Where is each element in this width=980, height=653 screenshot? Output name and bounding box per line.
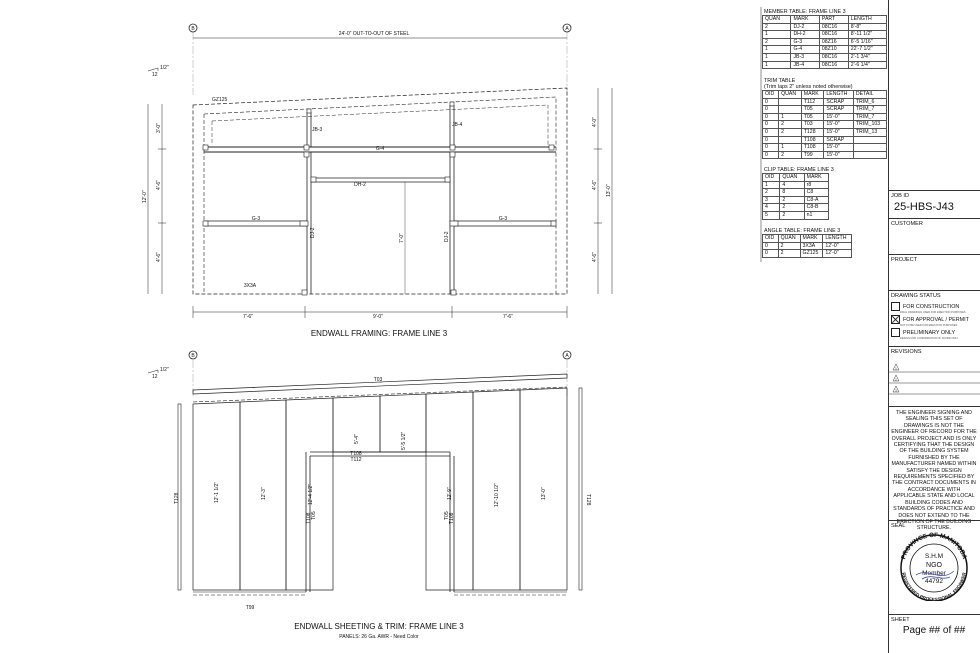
panel-6: 12'-9" (447, 487, 453, 500)
table-cell: 0 (763, 250, 779, 258)
table-row (763, 250, 852, 258)
job-id-section (888, 191, 980, 213)
table-cell: 0 (763, 242, 779, 250)
table-cell: 1 (779, 144, 802, 152)
label-top-trim: T03 (373, 377, 383, 383)
label-jb3: JB-3 (312, 127, 323, 133)
table-cell: 0 (763, 106, 779, 114)
table-cell: 3 (763, 196, 780, 204)
seal-name: NGO (926, 562, 942, 569)
table-cell: JB-3 (791, 53, 819, 61)
table-cell: DH-2 (791, 31, 819, 39)
table-cell: 1 (779, 113, 802, 121)
table-cell: 0 (763, 113, 779, 121)
job-id-label: JOB ID (891, 193, 910, 199)
label-g3-left: G-3 (251, 216, 261, 222)
table-row (763, 189, 829, 197)
table-cell: 2 (780, 211, 804, 219)
member-table-caption: MEMBER TABLE: FRAME LINE 3 (764, 9, 846, 15)
header-cell: PART (819, 16, 848, 24)
label-opening-height: 7'-0" (399, 233, 405, 243)
table-row (763, 53, 887, 61)
table-cell (779, 106, 802, 114)
table-cell: C8-B (804, 204, 828, 212)
table-header-row (763, 16, 887, 24)
table-cell: 2 (780, 204, 804, 212)
table-header-row (763, 174, 829, 182)
revision-markers (888, 357, 980, 397)
grid-label-b: B (191, 26, 195, 32)
table-cell: 2 (779, 128, 802, 136)
label-header-trim-a: T108 (350, 451, 362, 457)
label-rafter: GZ125 (212, 97, 228, 103)
seal-number: 44792 (924, 578, 944, 585)
table-cell: SCRAP (824, 136, 853, 144)
label-jamb-right-b: T108 (449, 512, 455, 524)
table-row (763, 61, 887, 69)
table-row (763, 204, 829, 212)
panel-3: 12'-4 1/2" (308, 483, 314, 505)
panel-2: 12'-3" (261, 487, 267, 500)
checked-box-icon[interactable] (891, 315, 900, 324)
table-cell: 0 (763, 98, 779, 106)
table-cell (853, 151, 886, 159)
seal-arc-bottom: REGISTERED PROFESSIONAL ENGINEER (901, 572, 967, 601)
clip-table (762, 173, 829, 220)
table-row (763, 211, 829, 219)
table-cell: 5 (763, 211, 780, 219)
table-row (763, 98, 887, 106)
framing-title: ENDWALL FRAMING: FRAME LINE 3 (310, 329, 448, 338)
header-cell: LENGTH (848, 16, 886, 24)
table-cell: n1 (804, 211, 828, 219)
table-cell: 8'-8" (848, 23, 886, 31)
table-cell: 0 (763, 151, 779, 159)
dim-right-3: 4'-6" (592, 252, 598, 262)
table-cell: 1 (763, 46, 791, 54)
table-row (763, 23, 887, 31)
table-cell: 6'-5 1/16" (848, 38, 886, 46)
label-jamb-left-b: T05 (311, 511, 317, 520)
table-row (763, 128, 887, 136)
table-cell: 08C16 (819, 53, 848, 61)
dim-bottom-2: 9'-0" (373, 314, 383, 320)
table-cell: T05 (801, 113, 824, 121)
status-construction[interactable]: FOR CONSTRUCTION (888, 301, 980, 312)
table-cell: TRIM_7 (853, 106, 886, 114)
table-cell: 2 (779, 121, 802, 129)
table-cell: G-4 (791, 46, 819, 54)
drawing-status-section (888, 291, 980, 340)
overall-dimension: 24'-0" OUT-TO-OUT OF STEEL (338, 31, 410, 37)
seal-initials: S.H.M (924, 553, 944, 560)
table-cell: 08C16 (819, 61, 848, 69)
revisions-label: REVISIONS (891, 349, 922, 355)
table-cell: 2 (779, 151, 802, 159)
table-cell: JB-4 (791, 61, 819, 69)
slope-rise-2: 1/2" (160, 367, 169, 373)
table-row (763, 121, 887, 129)
table-row (763, 144, 887, 152)
label-base-angle: 3X3A (243, 283, 257, 289)
slope-run: 12 (152, 72, 158, 78)
table-cell: TRIM_7 (853, 113, 886, 121)
table-cell: 1 (763, 31, 791, 39)
panel-7: 12'-10 1/2" (494, 483, 500, 507)
panel-8: 13'-0" (541, 487, 547, 500)
table-cell: 1 (763, 181, 780, 189)
table-cell: 12'-0" (823, 250, 852, 258)
header-cell: OID (763, 235, 779, 243)
table-cell: G-3 (791, 38, 819, 46)
table-cell (779, 98, 802, 106)
seal-label: SEAL (891, 523, 906, 529)
trim-table-note: (Trim laps 2" unless noted otherwise) (764, 84, 853, 90)
table-row (763, 106, 887, 114)
header-cell: MARK (801, 91, 824, 99)
table-cell: TRIM_103 (853, 121, 886, 129)
table-cell (853, 144, 886, 152)
angle-table (762, 234, 852, 258)
revision-2: 2 (895, 377, 897, 382)
seal-section (888, 521, 980, 606)
table-cell: T03 (801, 121, 824, 129)
table-cell: 0 (763, 144, 779, 152)
grid-label-a-2: A (565, 353, 569, 359)
table-cell: T112 (801, 98, 824, 106)
table-cell: 1 (763, 61, 791, 69)
header-cell: MARK (800, 235, 823, 243)
checkbox-icon[interactable] (891, 328, 900, 337)
label-header-trim-b: T112 (350, 457, 362, 463)
header-cell: QUAN (763, 16, 791, 24)
label-jamb-left-a: T108 (306, 512, 312, 524)
status-approval[interactable]: FOR APPROVAL / PERMIT (888, 314, 980, 325)
dim-left-total: 12'-0" (142, 190, 148, 203)
endwall-sheeting-drawing (148, 351, 582, 595)
header-cell: OID (763, 174, 780, 182)
label-jb4: JB-4 (452, 122, 463, 128)
table-row (763, 113, 887, 121)
table-cell: 08C16 (819, 23, 848, 31)
table-row (763, 181, 829, 189)
table-cell: TRIM_6 (853, 98, 886, 106)
label-right-trim: T128 (585, 494, 591, 506)
header-cell: MARK (791, 16, 819, 24)
table-cell: T128 (801, 128, 824, 136)
grid-label-b-2: B (191, 353, 195, 359)
table-row (763, 136, 887, 144)
table-cell: 15'-0" (824, 151, 853, 159)
header-cell: LENGTH (824, 91, 853, 99)
table-cell: 15'-0" (824, 144, 853, 152)
table-cell: 8 (780, 189, 804, 197)
table-cell: SCRAP (824, 98, 853, 106)
customer-label: CUSTOMER (891, 221, 923, 227)
table-cell: 15'-0" (824, 121, 853, 129)
project-label: PROJECT (891, 257, 918, 263)
angle-table-caption: ANGLE TABLE: FRAME LINE 3 (764, 228, 841, 234)
table-cell: 2'-1 3/4" (848, 53, 886, 61)
table-cell: DJ-2 (791, 23, 819, 31)
revision-3: 3 (895, 388, 897, 393)
panel-4: 5'-4" (354, 434, 360, 444)
table-cell (853, 136, 886, 144)
label-g3-right: G-3 (498, 216, 508, 222)
label-left-trim: T128 (174, 492, 180, 504)
table-cell: SCRAP (824, 106, 853, 114)
member-table (762, 15, 887, 69)
table-cell: C8 (804, 189, 828, 197)
table-cell: 2 (763, 38, 791, 46)
sheeting-subtitle: PANELS: 26 Ga. AWR - Need Color (339, 634, 419, 640)
sheeting-title: ENDWALL SHEETING & TRIM: FRAME LINE 3 (294, 622, 464, 631)
status-construction-note: FINAL DRAWINGS USED FOR ERECTION PURPOSES (900, 311, 966, 314)
header-cell: LENGTH (823, 235, 852, 243)
slope-run-2: 12 (152, 374, 158, 380)
table-cell: TRIM_13 (853, 128, 886, 136)
table-cell: C8-A (804, 196, 828, 204)
table-row (763, 31, 887, 39)
table-cell: 2'-6 1/4" (848, 61, 886, 69)
job-id-value: 25-HBS-J43 (894, 201, 954, 213)
table-cell: 2 (778, 250, 800, 258)
drawing-status-label: DRAWING STATUS (891, 293, 941, 299)
sheet-number: Page ## of ## (902, 625, 966, 636)
table-cell: T108 (801, 144, 824, 152)
sheet-label: SHEET (891, 617, 910, 623)
panel-5: 5'-5 1/2" (401, 431, 407, 450)
table-cell: 0 (763, 128, 779, 136)
dim-right-2: 4'-6" (592, 180, 598, 190)
label-bottom-trim: T99 (245, 605, 255, 611)
endwall-framing-drawing (148, 24, 612, 318)
label-dj2-right: DJ-2 (444, 231, 450, 242)
table-cell: 0 (763, 121, 779, 129)
table-cell: 2 (763, 189, 780, 197)
table-cell: 2 (780, 196, 804, 204)
table-header-row (763, 91, 887, 99)
table-cell: 15'-0" (824, 113, 853, 121)
label-jamb-right-a: T05 (444, 511, 450, 520)
table-cell: T108 (801, 136, 824, 144)
table-row (763, 46, 887, 54)
table-cell: 1 (763, 53, 791, 61)
dim-bottom-1: 7'-6" (243, 314, 253, 320)
table-cell: 2 (778, 242, 800, 250)
dim-right-total: 13'-0" (606, 184, 612, 197)
engineer-seal-stamp (888, 531, 980, 601)
table-row (763, 38, 887, 46)
table-header-row (763, 235, 852, 243)
status-prelim-note: DESIGN FOR CONFIRMATION OF SCOPE ONLY (900, 337, 959, 340)
table-cell: 4 (763, 204, 780, 212)
table-cell: r8 (804, 181, 828, 189)
clip-table-caption: CLIP TABLE: FRAME LINE 3 (764, 167, 834, 173)
table-cell: 4 (780, 181, 804, 189)
status-prelim[interactable]: PRELIMINARY ONLY (888, 327, 980, 338)
header-cell: QUAN (779, 91, 802, 99)
revisions-section (888, 347, 980, 402)
engineer-note: THE ENGINEER SIGNING AND SEALING THIS SET OF DRAWINGS IS NOT THE ENGINEER OF RECORD FOR THE OVERALL PROJECT AND IS ONLY CERTIFYING THAT THE DESIGN OF THE BUILDING SYSTEM FURNISHED BY THE MANUFACTURER NAMED WITHIN SATISFY THE DESIGN REQUIREMENTS SPECIFIED BY THE CONTRACT DOCUMENTS IN ACCORDANCE WITH APPLICABLE STATE AND LOCAL BUILDING CODES AND STANDARDS OF PRACTICE AND DOES NOT EXTEND TO THE ERECTION OF THE BUILDING STRUCTURE. (891, 410, 977, 532)
dim-left-3: 4'-6" (156, 252, 162, 262)
dim-bottom-3: 7'-6" (503, 314, 513, 320)
checkbox-icon[interactable] (891, 302, 900, 311)
table-cell: 0 (763, 136, 779, 144)
dim-left-1: 3'-0" (156, 123, 162, 133)
grid-label-a: A (565, 26, 569, 32)
table-cell: 3X3A (800, 242, 823, 250)
header-cell: QUAN (780, 174, 804, 182)
table-cell (779, 136, 802, 144)
table-cell: 2 (763, 23, 791, 31)
table-cell: 22'-7 1/2" (848, 46, 886, 54)
dim-left-2: 4'-6" (156, 180, 162, 190)
panel-1: 12'-1 1/2" (214, 481, 220, 503)
table-cell: 08C16 (819, 31, 848, 39)
table-cell: 08Z16 (819, 38, 848, 46)
sheet-section (888, 615, 980, 636)
status-approval-note: NOT TO BE USED FOR ERECTION PURPOSES (900, 324, 958, 327)
table-cell: 08Z10 (819, 46, 848, 54)
table-cell: 12'-0" (823, 242, 852, 250)
slope-rise: 1/2" (160, 65, 169, 71)
header-cell: OID (763, 91, 779, 99)
header-cell: MARK (804, 174, 828, 182)
label-dj2-left: DJ-2 (310, 227, 316, 238)
seal-role: Member (922, 570, 946, 577)
table-cell: T99 (801, 151, 824, 159)
table-cell: GZ125 (800, 250, 823, 258)
table-cell: 15'-0" (824, 128, 853, 136)
header-cell: QUAN (778, 235, 800, 243)
label-g4: G-4 (375, 146, 385, 152)
table-row (763, 242, 852, 250)
dim-right-1: 4'-0" (592, 117, 598, 127)
seal-arc-top: PROVINCE OF MANITOBA (900, 531, 968, 561)
header-cell: DETAIL (853, 91, 886, 99)
table-row (763, 196, 829, 204)
trim-table-caption: TRIM TABLE (764, 78, 796, 84)
table-row (763, 151, 887, 159)
table-cell: 8'-11 1/2" (848, 31, 886, 39)
label-dh2: DH-2 (354, 182, 366, 188)
table-cell: T05 (801, 106, 824, 114)
revision-1: 1 (895, 366, 897, 371)
trim-table (762, 90, 887, 159)
